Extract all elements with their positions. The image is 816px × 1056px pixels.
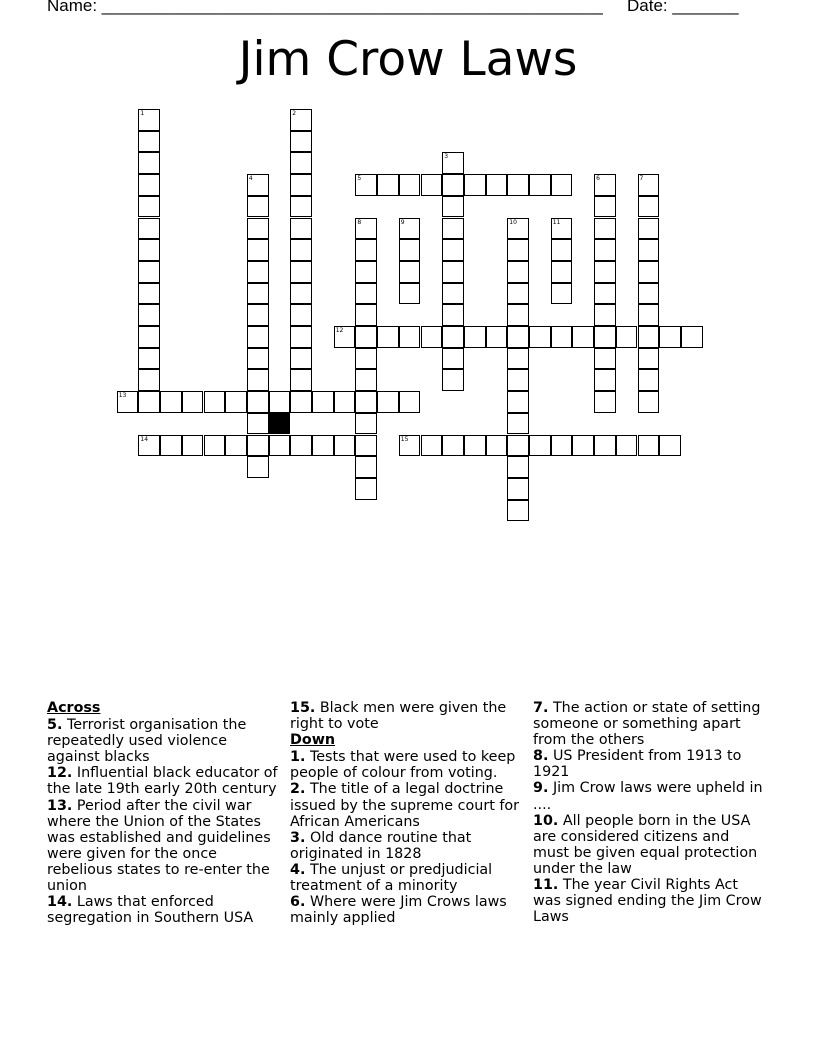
grid-cell[interactable] bbox=[551, 239, 573, 261]
grid-cell[interactable] bbox=[399, 326, 421, 348]
grid-cell[interactable] bbox=[507, 283, 529, 305]
grid-cell[interactable] bbox=[594, 196, 616, 218]
grid-cell[interactable] bbox=[247, 218, 269, 240]
grid-cell[interactable] bbox=[355, 369, 377, 391]
grid-cell[interactable] bbox=[442, 435, 464, 457]
grid-cell[interactable] bbox=[551, 218, 573, 240]
grid-cell[interactable] bbox=[247, 326, 269, 348]
name-field-label: Name: _____________________________________________________ bbox=[47, 0, 603, 15]
grid-cell[interactable] bbox=[638, 435, 660, 457]
black-cell bbox=[269, 413, 291, 435]
clue-number: 10 bbox=[509, 218, 517, 226]
grid-cell[interactable] bbox=[594, 391, 616, 413]
grid-cell[interactable] bbox=[290, 174, 312, 196]
grid-cell[interactable] bbox=[399, 283, 421, 305]
grid-cell[interactable] bbox=[247, 174, 269, 196]
grid-cell[interactable] bbox=[247, 283, 269, 305]
grid-cell[interactable] bbox=[312, 391, 334, 413]
grid-cell[interactable] bbox=[572, 435, 594, 457]
grid-cell[interactable] bbox=[377, 391, 399, 413]
clue-across-15: 15. Black men were given the right to vote bbox=[290, 700, 507, 733]
grid-cell[interactable] bbox=[638, 348, 660, 370]
grid-cell[interactable] bbox=[638, 218, 660, 240]
clue-column-3 bbox=[533, 700, 769, 925]
grid-cell[interactable] bbox=[594, 369, 616, 391]
grid-cell[interactable] bbox=[442, 196, 464, 218]
grid-cell[interactable] bbox=[355, 174, 377, 196]
grid-cell[interactable] bbox=[529, 174, 551, 196]
grid-cell[interactable] bbox=[334, 326, 356, 348]
grid-cell[interactable] bbox=[355, 348, 377, 370]
grid-cell[interactable] bbox=[138, 109, 160, 131]
grid-cell[interactable] bbox=[551, 174, 573, 196]
clue-down-8: 8. US President from 1913 to 1921 bbox=[533, 748, 742, 781]
clue-down-4: 4. The unjust or predjudicial treatment of a minority bbox=[290, 861, 493, 895]
clue-down-7: 7. The action or state of setting someone or something apart from the others bbox=[533, 700, 761, 749]
grid-cell[interactable] bbox=[638, 283, 660, 305]
grid-cell[interactable] bbox=[138, 369, 160, 391]
grid-cell[interactable] bbox=[464, 174, 486, 196]
grid-cell[interactable] bbox=[334, 435, 356, 457]
grid-cell[interactable] bbox=[138, 304, 160, 326]
grid-cell[interactable] bbox=[442, 283, 464, 305]
clue-number: 13 bbox=[118, 392, 127, 400]
grid-cell[interactable] bbox=[269, 391, 291, 413]
grid-cell[interactable] bbox=[638, 369, 660, 391]
grid-cell[interactable] bbox=[594, 304, 616, 326]
grid-cell[interactable] bbox=[355, 435, 377, 457]
grid-cell[interactable] bbox=[594, 218, 616, 240]
grid-cell[interactable] bbox=[138, 435, 160, 457]
grid-cell[interactable] bbox=[204, 391, 226, 413]
grid-cell[interactable] bbox=[507, 304, 529, 326]
clue-across-5: 5. Terrorist organisation the repeatedly used violence against blacks bbox=[47, 717, 247, 766]
grid-cell[interactable] bbox=[355, 456, 377, 478]
grid-cell[interactable] bbox=[507, 261, 529, 283]
grid-cell[interactable] bbox=[290, 218, 312, 240]
clue-number: 7 bbox=[639, 175, 644, 183]
grid-cell[interactable] bbox=[138, 152, 160, 174]
grid-cell[interactable] bbox=[290, 304, 312, 326]
grid-cell[interactable] bbox=[160, 435, 182, 457]
grid-cell[interactable] bbox=[507, 500, 529, 522]
grid-cell[interactable] bbox=[594, 283, 616, 305]
grid-cell[interactable] bbox=[290, 109, 312, 131]
grid-cell[interactable] bbox=[638, 391, 660, 413]
grid-cell[interactable] bbox=[486, 326, 508, 348]
grid-cell[interactable] bbox=[507, 348, 529, 370]
clue-down-2: 2. The title of a legal doctrine issued by the supreme court for African Americans bbox=[290, 781, 520, 830]
grid-cell[interactable] bbox=[204, 435, 226, 457]
grid-cell[interactable] bbox=[399, 435, 421, 457]
grid-cell[interactable] bbox=[681, 326, 703, 348]
grid-cell[interactable] bbox=[290, 348, 312, 370]
grid-cell[interactable] bbox=[442, 239, 464, 261]
grid-cell[interactable] bbox=[182, 435, 204, 457]
grid-cell[interactable] bbox=[594, 348, 616, 370]
grid-cell[interactable] bbox=[572, 326, 594, 348]
clue-column-1 bbox=[47, 700, 283, 926]
grid-cell[interactable] bbox=[659, 326, 681, 348]
grid-cell[interactable] bbox=[507, 478, 529, 500]
grid-cell[interactable] bbox=[421, 174, 443, 196]
clue-number: 4 bbox=[248, 175, 253, 183]
grid-cell[interactable] bbox=[507, 326, 529, 348]
grid-cell[interactable] bbox=[551, 326, 573, 348]
clue-number: 12 bbox=[335, 327, 344, 334]
grid-cell[interactable] bbox=[290, 369, 312, 391]
grid-cell[interactable] bbox=[507, 174, 529, 196]
clue-number: 3 bbox=[444, 153, 449, 161]
clue-number: 6 bbox=[596, 175, 600, 183]
grid-cell[interactable] bbox=[399, 174, 421, 196]
grid-cell[interactable] bbox=[290, 196, 312, 218]
clue-down-9: 9. Jim Crow laws were upheld in .... bbox=[533, 780, 763, 813]
grid-cell[interactable] bbox=[551, 435, 573, 457]
grid-cell[interactable] bbox=[138, 348, 160, 370]
grid-cell[interactable] bbox=[334, 391, 356, 413]
clue-number: 5 bbox=[357, 175, 362, 183]
clue-number: 11 bbox=[552, 218, 561, 226]
grid-cell[interactable] bbox=[247, 261, 269, 283]
grid-cell[interactable] bbox=[399, 218, 421, 240]
grid-cell[interactable] bbox=[659, 435, 681, 457]
grid-cell[interactable] bbox=[138, 283, 160, 305]
grid-cell[interactable] bbox=[355, 326, 377, 348]
page-title: Jim Crow Laws bbox=[238, 32, 578, 87]
grid-cell[interactable] bbox=[160, 391, 182, 413]
grid-cell[interactable] bbox=[442, 261, 464, 283]
grid-cell[interactable] bbox=[442, 174, 464, 196]
grid-cell[interactable] bbox=[355, 283, 377, 305]
grid-cell[interactable] bbox=[355, 478, 377, 500]
grid-cell[interactable] bbox=[638, 304, 660, 326]
grid-cell[interactable] bbox=[247, 239, 269, 261]
grid-cell[interactable] bbox=[138, 131, 160, 153]
grid-cell[interactable] bbox=[138, 174, 160, 196]
grid-cell[interactable] bbox=[507, 239, 529, 261]
grid-cell[interactable] bbox=[442, 218, 464, 240]
grid-cell[interactable] bbox=[442, 369, 464, 391]
grid-cell[interactable] bbox=[355, 413, 377, 435]
clue-across-13: 13. Period after the civil war where the Union of the States was established and guidelines were given for the once rebelious states to re-enter the union bbox=[47, 797, 271, 895]
grid-cell[interactable] bbox=[529, 326, 551, 348]
grid-cell[interactable] bbox=[638, 196, 660, 218]
grid-cell[interactable] bbox=[247, 369, 269, 391]
grid-cell[interactable] bbox=[399, 391, 421, 413]
grid-cell[interactable] bbox=[594, 435, 616, 457]
grid-cell[interactable] bbox=[594, 174, 616, 196]
down-heading: Down bbox=[290, 732, 336, 749]
grid-cell[interactable] bbox=[638, 261, 660, 283]
grid-cell[interactable] bbox=[507, 369, 529, 391]
clue-column-2 bbox=[290, 700, 522, 926]
grid-cell[interactable] bbox=[355, 304, 377, 326]
grid-cell[interactable] bbox=[616, 326, 638, 348]
clue-number: 1 bbox=[140, 110, 145, 117]
grid-cell[interactable] bbox=[594, 239, 616, 261]
clue-down-10: 10. All people born in the USA are considered citizens and must be given equal protection under the law bbox=[533, 812, 758, 877]
grid-cell[interactable] bbox=[247, 435, 269, 457]
grid-cell[interactable] bbox=[464, 435, 486, 457]
clue-across-14: 14. Laws that enforced segregation in Southern USA bbox=[47, 894, 254, 927]
grid-cell[interactable] bbox=[486, 435, 508, 457]
grid-cell[interactable] bbox=[399, 239, 421, 261]
grid-cell[interactable] bbox=[507, 435, 529, 457]
grid-cell[interactable] bbox=[442, 348, 464, 370]
grid-cell[interactable] bbox=[442, 304, 464, 326]
grid-cell[interactable] bbox=[377, 174, 399, 196]
grid-cell[interactable] bbox=[290, 152, 312, 174]
date-field-label: Date: _______ bbox=[627, 0, 739, 15]
grid-cell[interactable] bbox=[486, 174, 508, 196]
grid-cell[interactable] bbox=[551, 283, 573, 305]
clue-down-3: 3. Old dance routine that originated in 1828 bbox=[290, 829, 472, 862]
grid-cell[interactable] bbox=[138, 196, 160, 218]
grid-cell[interactable] bbox=[442, 326, 464, 348]
grid-cell[interactable] bbox=[421, 326, 443, 348]
grid-cell[interactable] bbox=[355, 239, 377, 261]
grid-cell[interactable] bbox=[312, 435, 334, 457]
grid-cell[interactable] bbox=[638, 174, 660, 196]
clue-number: 15 bbox=[400, 435, 409, 443]
grid-cell[interactable] bbox=[138, 218, 160, 240]
grid-cell[interactable] bbox=[442, 152, 464, 174]
grid-cell[interactable] bbox=[594, 261, 616, 283]
across-heading: Across bbox=[47, 700, 101, 716]
grid-cell[interactable] bbox=[529, 435, 551, 457]
grid-cell[interactable] bbox=[616, 435, 638, 457]
grid-cell[interactable] bbox=[507, 391, 529, 413]
grid-cell[interactable] bbox=[225, 391, 247, 413]
grid-cell[interactable] bbox=[290, 283, 312, 305]
grid-cell[interactable] bbox=[247, 391, 269, 413]
grid-cell[interactable] bbox=[247, 456, 269, 478]
grid-cell[interactable] bbox=[138, 261, 160, 283]
grid-cell[interactable] bbox=[138, 391, 160, 413]
grid-cell[interactable] bbox=[507, 456, 529, 478]
grid-cell[interactable] bbox=[269, 435, 291, 457]
grid-cell[interactable] bbox=[638, 239, 660, 261]
clue-down-11: 11. The year Civil Rights Act was signed ending the Jim Crow Laws bbox=[533, 877, 762, 926]
grid-cell[interactable] bbox=[182, 391, 204, 413]
grid-cell[interactable] bbox=[290, 239, 312, 261]
clue-down-1: 1. Tests that were used to keep people of colour from voting. bbox=[290, 749, 516, 782]
grid-cell[interactable] bbox=[247, 304, 269, 326]
grid-cell[interactable] bbox=[594, 326, 616, 348]
grid-cell[interactable] bbox=[551, 261, 573, 283]
clue-number: 2 bbox=[292, 110, 297, 117]
grid-cell[interactable] bbox=[290, 391, 312, 413]
grid-cell[interactable] bbox=[247, 348, 269, 370]
clue-across-12: 12. Influential black educator of the late 19th early 20th century bbox=[47, 765, 278, 798]
grid-cell[interactable] bbox=[377, 326, 399, 348]
grid-cell[interactable] bbox=[421, 435, 443, 457]
clue-down-6: 6. Where were Jim Crows laws mainly applied bbox=[290, 894, 507, 927]
clue-number: 9 bbox=[400, 218, 405, 226]
grid-cell[interactable] bbox=[638, 326, 660, 348]
grid-cell[interactable] bbox=[464, 326, 486, 348]
grid-cell[interactable] bbox=[225, 435, 247, 457]
grid-cell[interactable] bbox=[290, 261, 312, 283]
grid-cell[interactable] bbox=[507, 218, 529, 240]
grid-cell[interactable] bbox=[507, 413, 529, 435]
grid-cell[interactable] bbox=[247, 413, 269, 435]
grid-cell[interactable] bbox=[355, 261, 377, 283]
grid-cell[interactable] bbox=[138, 326, 160, 348]
grid-cell[interactable] bbox=[355, 218, 377, 240]
grid-cell[interactable] bbox=[247, 196, 269, 218]
grid-cell[interactable] bbox=[117, 391, 139, 413]
grid-cell[interactable] bbox=[355, 391, 377, 413]
grid-cell[interactable] bbox=[290, 435, 312, 457]
grid-cell[interactable] bbox=[138, 239, 160, 261]
clue-number: 14 bbox=[140, 435, 149, 443]
grid-cell[interactable] bbox=[399, 261, 421, 283]
grid-cell[interactable] bbox=[290, 131, 312, 153]
grid-cell[interactable] bbox=[290, 326, 312, 348]
clue-number: 8 bbox=[357, 218, 362, 226]
